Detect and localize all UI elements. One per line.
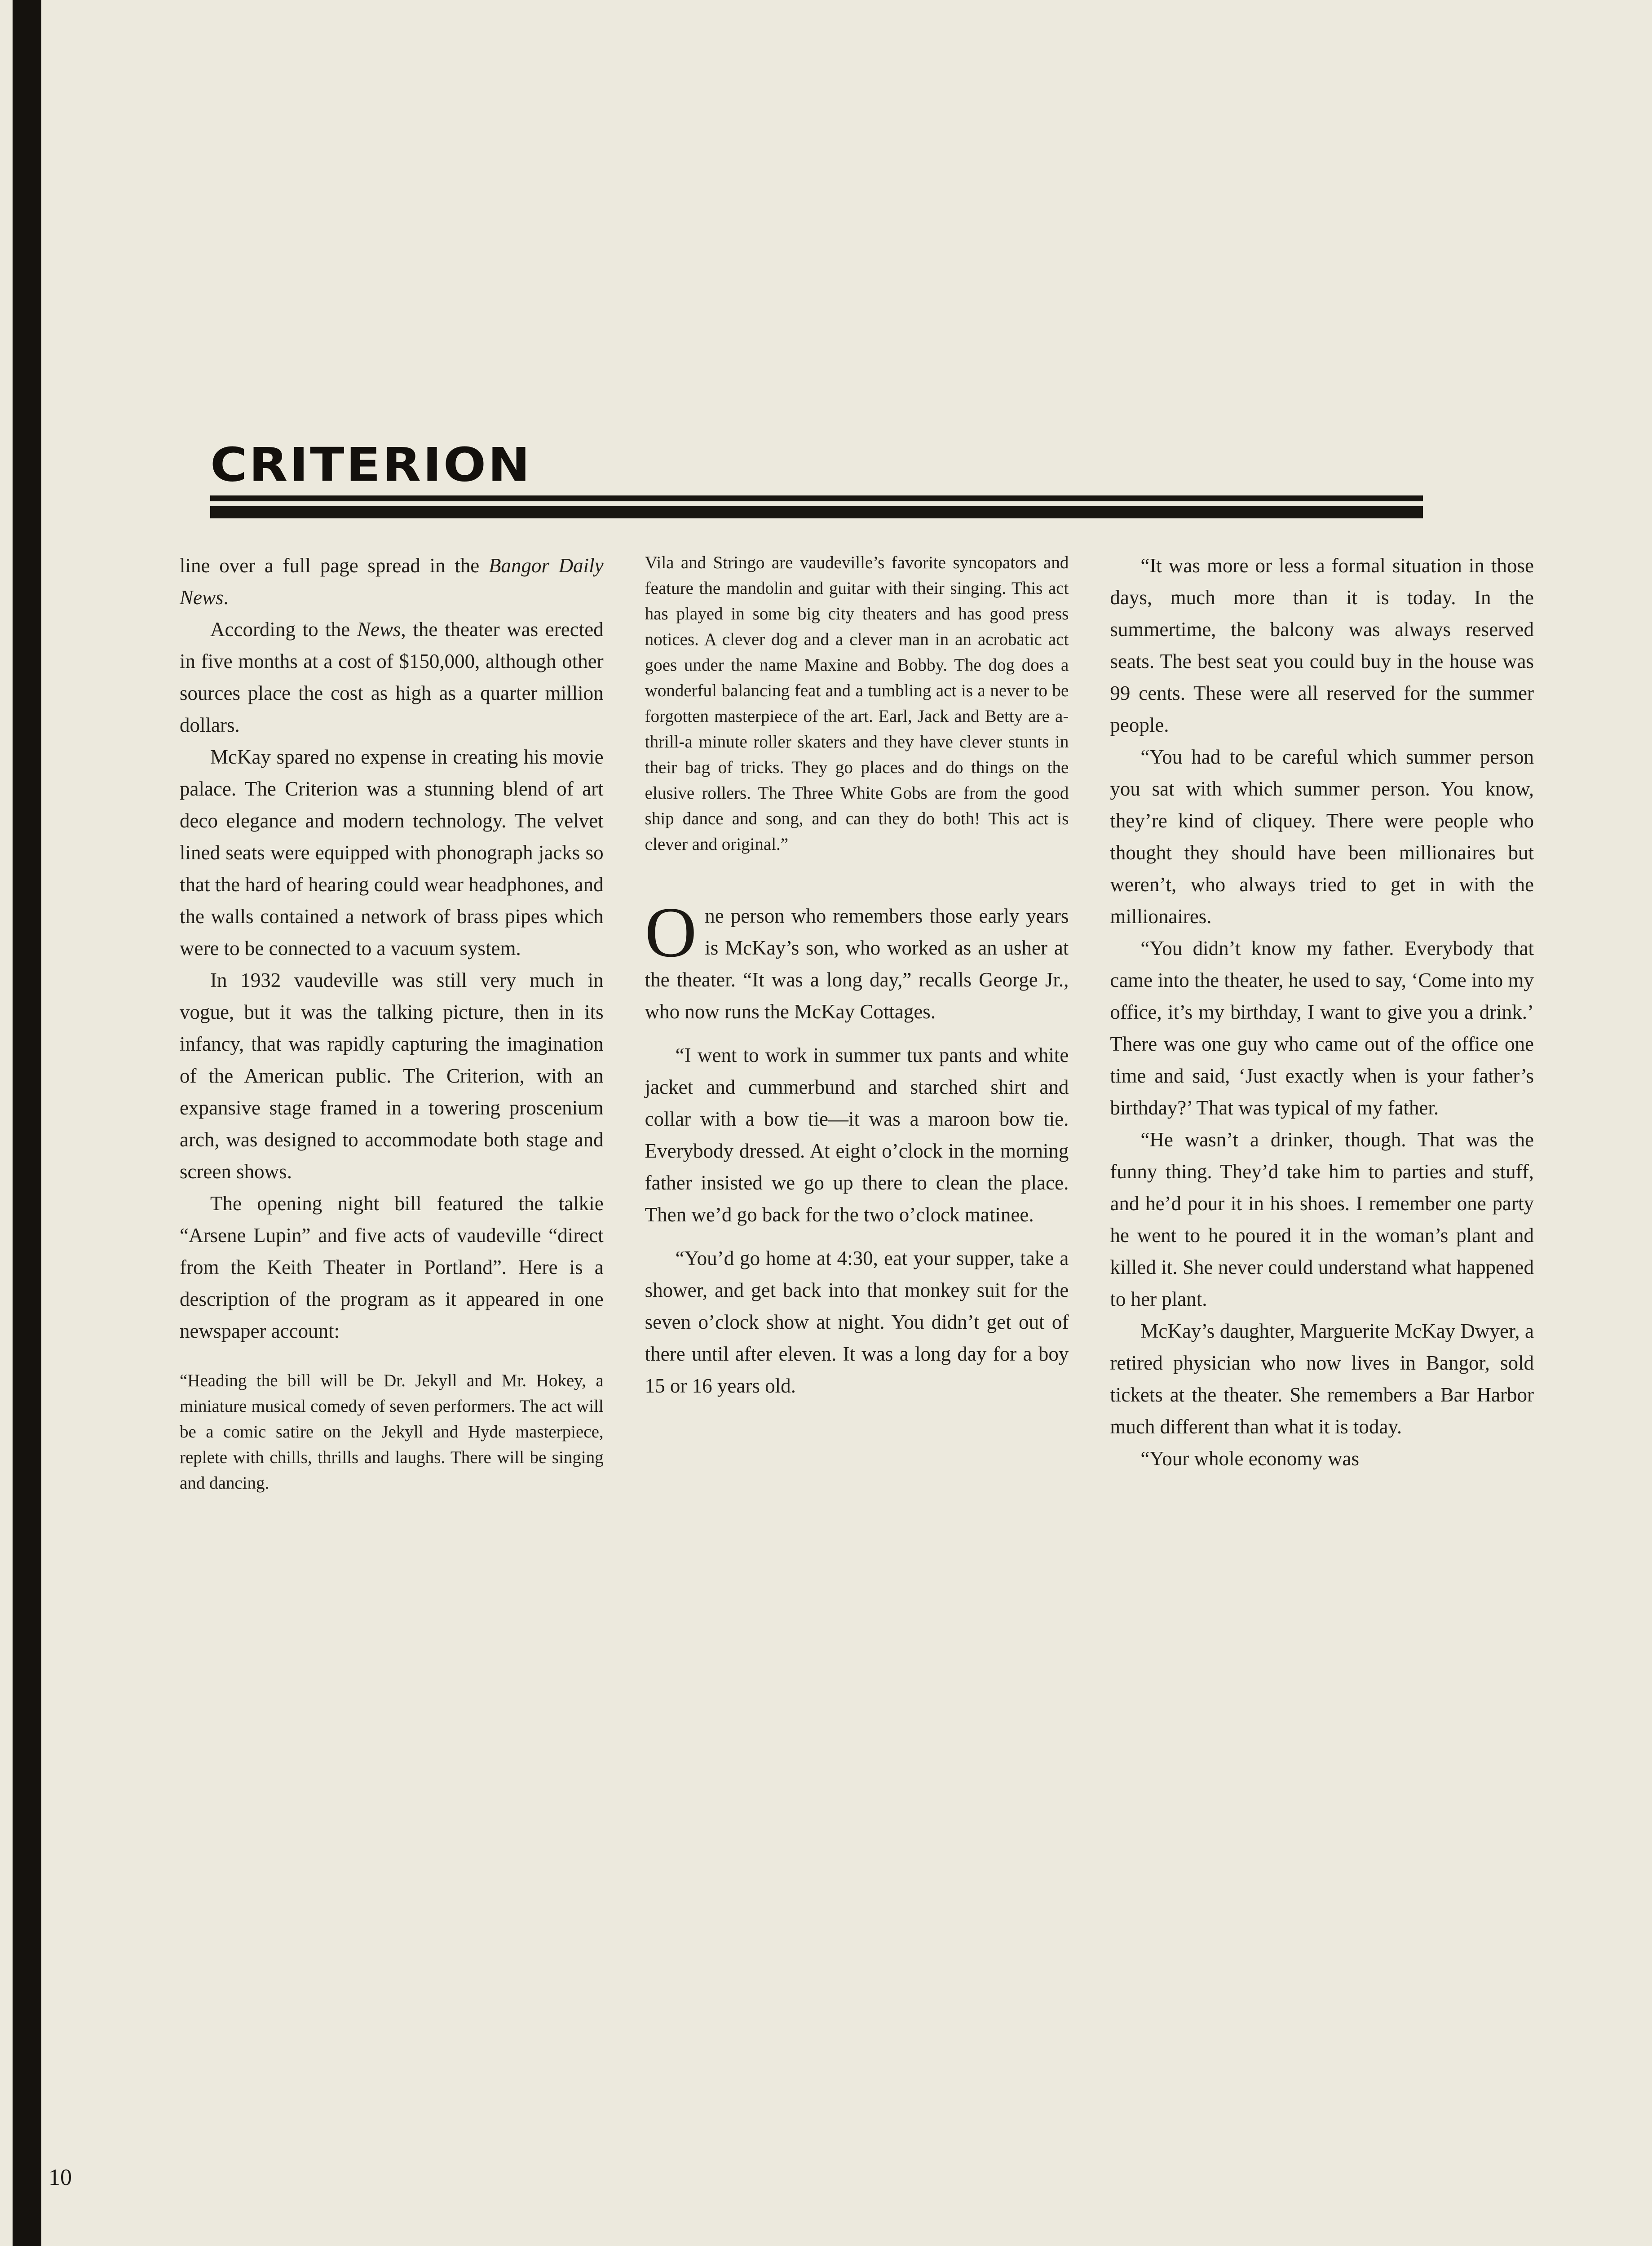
left-edge-bar bbox=[13, 0, 41, 2246]
paragraph bbox=[180, 614, 604, 741]
italic-title: Bangor Daily News bbox=[180, 554, 604, 609]
italic-title: News bbox=[357, 618, 401, 641]
paragraph: McKay spared no expense in creating his movie palace. The Criterion was a stunning blend of art deco elegance and modern technology. The velvet lined seats were equipped with phonograph jacks so that the hard of hearing could wear headphones, and the walls contained a network of brass pipes which were to be connected to a vacuum system. bbox=[180, 746, 604, 959]
paragraph: “You didn’t know my father. Everybody that came into the theater, he used to say, ‘Come into my office, it’s my birthday, I want to give you a drink.’ There was one guy who came out of the office one time and said, ‘Just exactly when is your father’s birthday?’ That was typical of my father. bbox=[1110, 937, 1534, 1119]
paragraph: McKay’s daughter, Marguerite McKay Dwyer, a retired physician who now lives in Bangor, sold tickets at the theater. She remembers a Bar Harbor much different than what it is today. bbox=[1110, 1320, 1534, 1438]
paragraph-text: ne person who remembers those early years is McKay’s son, who worked as an usher at the theater. “It was a long day,” recalls George Jr., who now runs the McKay Cottages. bbox=[645, 905, 1069, 1023]
masthead-title: CRITERION bbox=[210, 438, 532, 492]
paragraph bbox=[180, 550, 604, 614]
paragraph: The opening night bill featured the talkie “Arsene Lupin” and five acts of vaudeville “direct from the Keith Theater in Portland”. Here is a description of the program as it appeared in one newspaper account: bbox=[180, 1192, 604, 1342]
paragraph: In 1932 vaudeville was still very much in vogue, but it was the talking picture, then in its infancy, that was rapidly capturing the imagination of the American public. The Criterion, with an expansive stage framed in a towering proscenium arch, was designed to accommodate both stage and screen shows. bbox=[180, 969, 604, 1183]
drop-cap: O bbox=[645, 892, 697, 972]
column-2 bbox=[645, 550, 1069, 1496]
newspaper-quote-paragraph: “Heading the bill will be Dr. Jekyll and Mr. Hokey, a miniature musical comedy of seven performers. The act will be a comic satire on the Jekyll and Hyde masterpiece, replete with chills, thrills and laughs. There will be singing and dancing. bbox=[180, 1371, 604, 1493]
paragraph-text: , the theater was erected in five months at a cost of $150,000, although other sources place the cost as high as a quarter million dollars. bbox=[180, 618, 604, 736]
masthead-rules bbox=[210, 495, 1423, 518]
paragraph: “You had to be careful which summer person you sat with which summer person. You know, they’re kind of cliquey. There were people who thought they should have been millionaires but weren’t, who always tried to get in with the millionaires. bbox=[1110, 746, 1534, 928]
paragraph: “It was more or less a formal situation in those days, much more than it is today. In the summertime, the balcony was always reserved seats. The best seat you could buy in the house was 99 cents. These were all reserved for the summer people. bbox=[1110, 554, 1534, 736]
paragraph-text: line over a full page spread in the bbox=[180, 554, 489, 577]
paragraph: “He wasn’t a drinker, though. That was the funny thing. They’d take him to parties and stuff, and he’d pour it in his shoes. I remember one party he went to he poured it in the woman’s plant and killed it. She never could understand what happened to her plant. bbox=[1110, 1128, 1534, 1310]
newspaper-quote-paragraph: Vila and Stringo are vaudeville’s favorite syncopators and feature the mandolin and guitar with their singing. This act has played in some big city theaters and has good press notices. A clever dog and a clever man in an acrobatic act goes under the name Maxine and Bobby. The dog does a wonderful balancing feat and a tumbling act is a never to be forgotten masterpiece of the art. Earl, Jack and Betty are a-thrill-a minute roller skaters and they have clever stunts in their bag of tricks. They go places and do things on the elusive rollers. The Three White Gobs are from the good ship dance and song, and can they do both! This act is clever and original.” bbox=[645, 553, 1069, 854]
dropcap-paragraph bbox=[645, 892, 1069, 1028]
paragraph: “I went to work in summer tux pants and white jacket and cummerbund and starched shirt and collar with a bow tie—it was a maroon bow tie. Everybody dressed. At eight o’clock in the morning father insisted we go up there to clean the place. Then we’d go back for the two o’clock matinee. bbox=[645, 1044, 1069, 1226]
paragraph: “You’d go home at 4:30, eat your supper, take a shower, and get back into that monkey suit for the seven o’clock show at night. You didn’t get out of there until after eleven. It was a long day for a boy 15 or 16 years old. bbox=[645, 1247, 1069, 1397]
page-content bbox=[180, 438, 1534, 1496]
paragraph: “Your whole economy was bbox=[1140, 1447, 1359, 1470]
paragraph-text: . bbox=[223, 586, 229, 609]
column-1 bbox=[180, 550, 604, 1496]
rule-thick bbox=[210, 506, 1423, 518]
article-columns bbox=[180, 550, 1534, 1496]
paragraph-text: According to the bbox=[210, 618, 357, 641]
rule-thin bbox=[210, 495, 1423, 501]
column-3 bbox=[1110, 550, 1534, 1496]
page-number: 10 bbox=[49, 2165, 72, 2190]
